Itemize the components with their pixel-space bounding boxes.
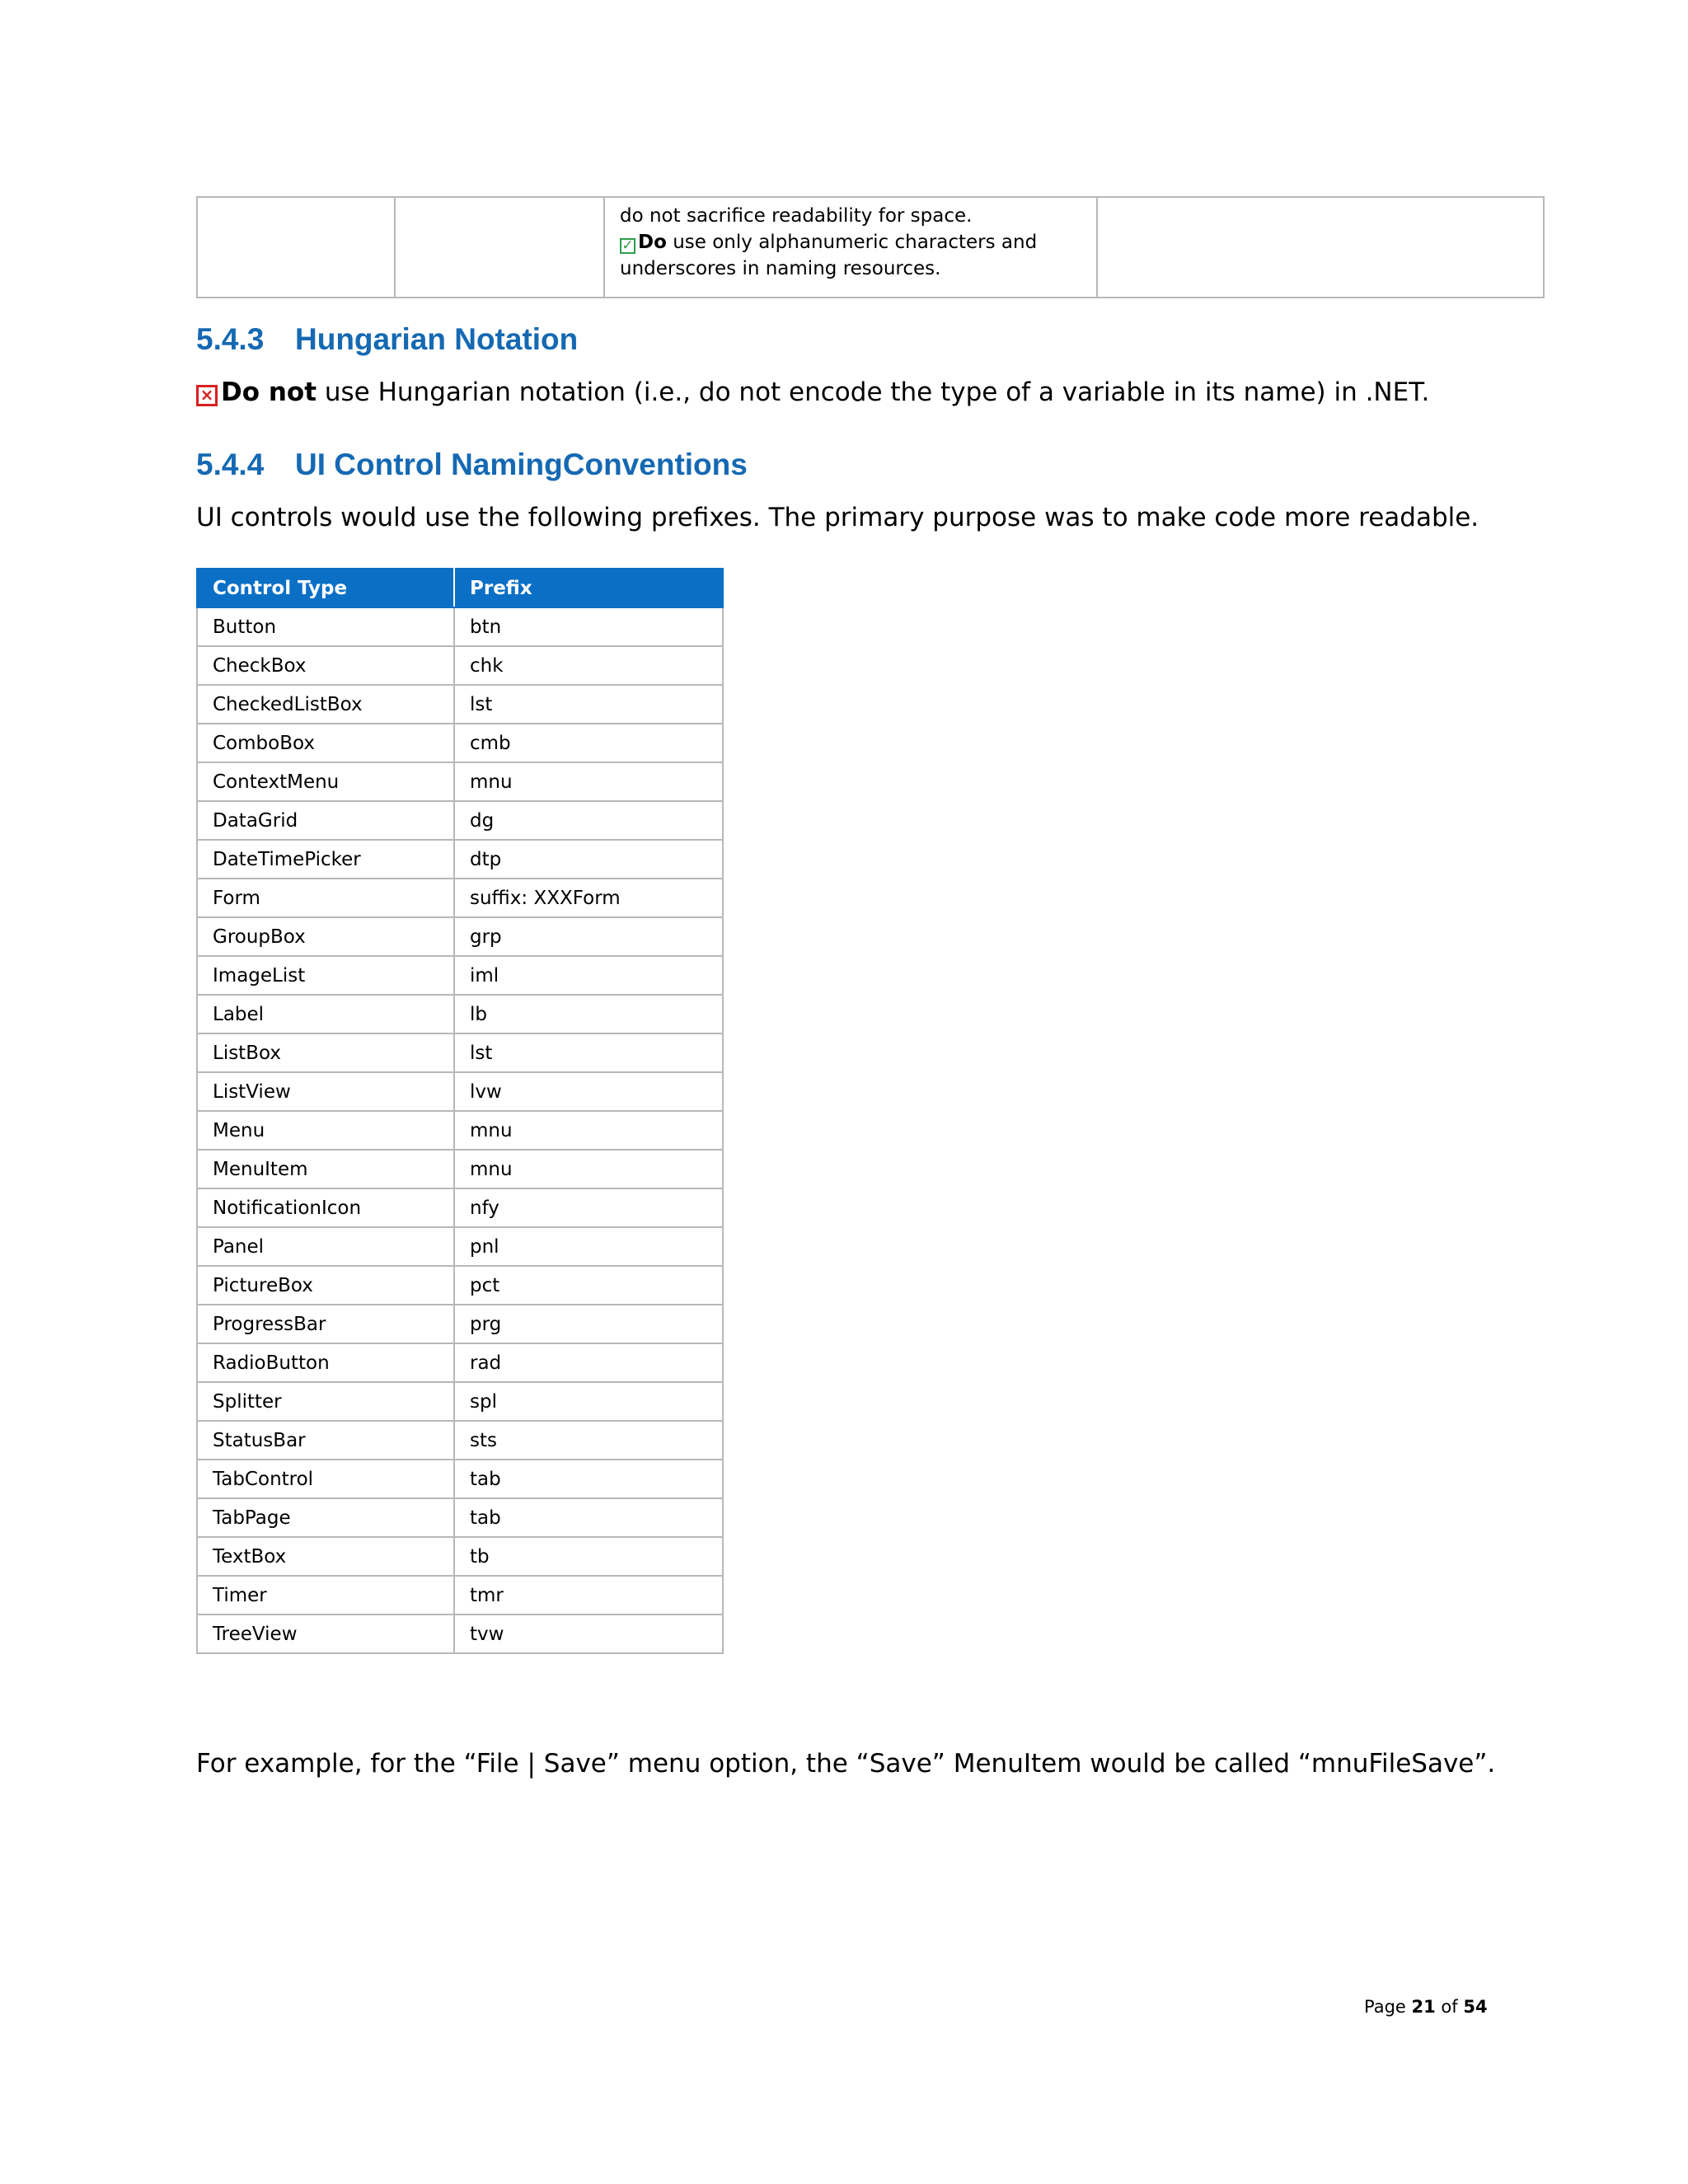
prefix-cell: prg (454, 1305, 723, 1343)
prefix-cell: sts (454, 1421, 723, 1460)
guideline-text: use only alphanumeric characters and (666, 232, 1038, 253)
table-row (197, 879, 723, 917)
table-row (197, 1537, 723, 1576)
prefix-cell: chk (454, 646, 723, 685)
checkbox-checked-icon: ✓ (620, 238, 635, 254)
cross-box-icon: × (196, 385, 218, 406)
prefix-cell: dtp (454, 840, 723, 879)
column-header-prefix: Prefix (454, 569, 723, 607)
table-row (197, 685, 723, 724)
ui-control-intro: UI controls would use the following prefixes. The primary purpose was to make code more readable. (196, 503, 1479, 532)
table-row (197, 1343, 723, 1382)
table-row (197, 1072, 723, 1111)
control-type-cell: Form (197, 879, 454, 917)
control-type-cell: Button (197, 607, 454, 646)
prefix-cell: tb (454, 1537, 723, 1576)
page-label: Page (1364, 1997, 1412, 2017)
control-type-cell: Timer (197, 1576, 454, 1615)
page-number: 21 (1411, 1997, 1436, 2017)
prefix-cell: lvw (454, 1072, 723, 1111)
control-type-cell: GroupBox (197, 917, 454, 956)
section-heading-hungarian (196, 322, 578, 357)
table-cell-empty (1097, 197, 1544, 298)
control-type-cell: DataGrid (197, 801, 454, 840)
hungarian-rule (196, 377, 1429, 407)
table-row (197, 917, 723, 956)
table-row (197, 1227, 723, 1266)
prefix-cell: tmr (454, 1576, 723, 1615)
control-type-cell: RadioButton (197, 1343, 454, 1382)
table-row (197, 801, 723, 840)
control-type-cell: TabPage (197, 1498, 454, 1537)
control-type-cell: Label (197, 995, 454, 1033)
prefix-cell: mnu (454, 1111, 723, 1150)
table-cell-empty (197, 197, 395, 298)
prefix-cell: lst (454, 1033, 723, 1072)
prefix-cell: grp (454, 917, 723, 956)
page-footer (1364, 1997, 1488, 2017)
table-row (197, 1305, 723, 1343)
prefix-cell: lb (454, 995, 723, 1033)
table-cell-empty (395, 197, 604, 298)
table-row (197, 607, 723, 646)
table-row (197, 1460, 723, 1498)
prefix-cell: rad (454, 1343, 723, 1382)
guideline-line: do not sacrifice readability for space. (620, 205, 973, 227)
prefix-cell: tvw (454, 1615, 723, 1653)
control-type-cell: ListBox (197, 1033, 454, 1072)
prefix-cell: lst (454, 685, 723, 724)
control-type-cell: ProgressBar (197, 1305, 454, 1343)
table-row (197, 995, 723, 1033)
table-row (197, 956, 723, 995)
rule-text: use Hungarian notation (i.e., do not encode the type of a variable in its name) in .NET. (316, 377, 1430, 407)
prefix-cell: suffix: XXXForm (454, 879, 723, 917)
prefix-cell: btn (454, 607, 723, 646)
table-row (197, 197, 1544, 298)
prefix-table-body (197, 607, 723, 1653)
control-type-cell: MenuItem (197, 1150, 454, 1188)
prefix-cell: mnu (454, 762, 723, 801)
prefix-cell: cmb (454, 724, 723, 762)
table-row (197, 840, 723, 879)
section-title: Hungarian Notation (295, 322, 579, 356)
table-row (197, 1382, 723, 1421)
control-type-cell: PictureBox (197, 1266, 454, 1305)
prefix-cell: dg (454, 801, 723, 840)
prefix-cell: tab (454, 1460, 723, 1498)
prefix-cell: spl (454, 1382, 723, 1421)
prefix-cell: mnu (454, 1150, 723, 1188)
control-type-cell: ImageList (197, 956, 454, 995)
prefix-cell: nfy (454, 1188, 723, 1227)
table-row (197, 1033, 723, 1072)
table-row (197, 1576, 723, 1615)
guideline-line: underscores in naming resources. (620, 258, 941, 279)
control-type-cell: ContextMenu (197, 762, 454, 801)
table-row (197, 724, 723, 762)
control-type-cell: CheckedListBox (197, 685, 454, 724)
guideline-table-continuation (196, 196, 1545, 298)
page-of-label: of (1435, 1997, 1464, 2017)
control-type-cell: StatusBar (197, 1421, 454, 1460)
prefix-cell: iml (454, 956, 723, 995)
table-row (197, 1150, 723, 1188)
control-type-cell: CheckBox (197, 646, 454, 685)
control-type-cell: Panel (197, 1227, 454, 1266)
table-row (197, 646, 723, 685)
control-type-cell: Menu (197, 1111, 454, 1150)
table-row (197, 1188, 723, 1227)
table-row (197, 1615, 723, 1653)
do-label: Do (638, 232, 667, 253)
control-type-cell: TabControl (197, 1460, 454, 1498)
section-heading-ui-control (196, 448, 748, 482)
table-row (197, 1266, 723, 1305)
table-header-row (197, 569, 723, 607)
section-number: 5.4.4 (196, 448, 265, 481)
table-row (197, 762, 723, 801)
control-type-cell: DateTimePicker (197, 840, 454, 879)
control-type-cell: TreeView (197, 1615, 454, 1653)
column-header-control-type: Control Type (197, 569, 454, 607)
control-type-cell: Splitter (197, 1382, 454, 1421)
table-row (197, 1421, 723, 1460)
section-title: UI Control NamingConventions (295, 448, 748, 481)
do-not-label: Do not (221, 377, 317, 407)
control-type-cell: TextBox (197, 1537, 454, 1576)
example-text: For example, for the “File | Save” menu option, the “Save” MenuItem would be called “mnuFileSave”. (196, 1749, 1496, 1779)
control-type-cell: ListView (197, 1072, 454, 1111)
prefix-cell: tab (454, 1498, 723, 1537)
table-row (197, 1111, 723, 1150)
guideline-do-line (620, 229, 1081, 255)
table-row (197, 1498, 723, 1537)
table-cell-guideline (604, 197, 1097, 298)
prefix-cell: pct (454, 1266, 723, 1305)
page-total: 54 (1463, 1997, 1488, 2017)
control-type-cell: ComboBox (197, 724, 454, 762)
prefix-cell: pnl (454, 1227, 723, 1266)
section-number: 5.4.3 (196, 322, 265, 356)
prefix-table (196, 568, 724, 1654)
control-type-cell: NotificationIcon (197, 1188, 454, 1227)
